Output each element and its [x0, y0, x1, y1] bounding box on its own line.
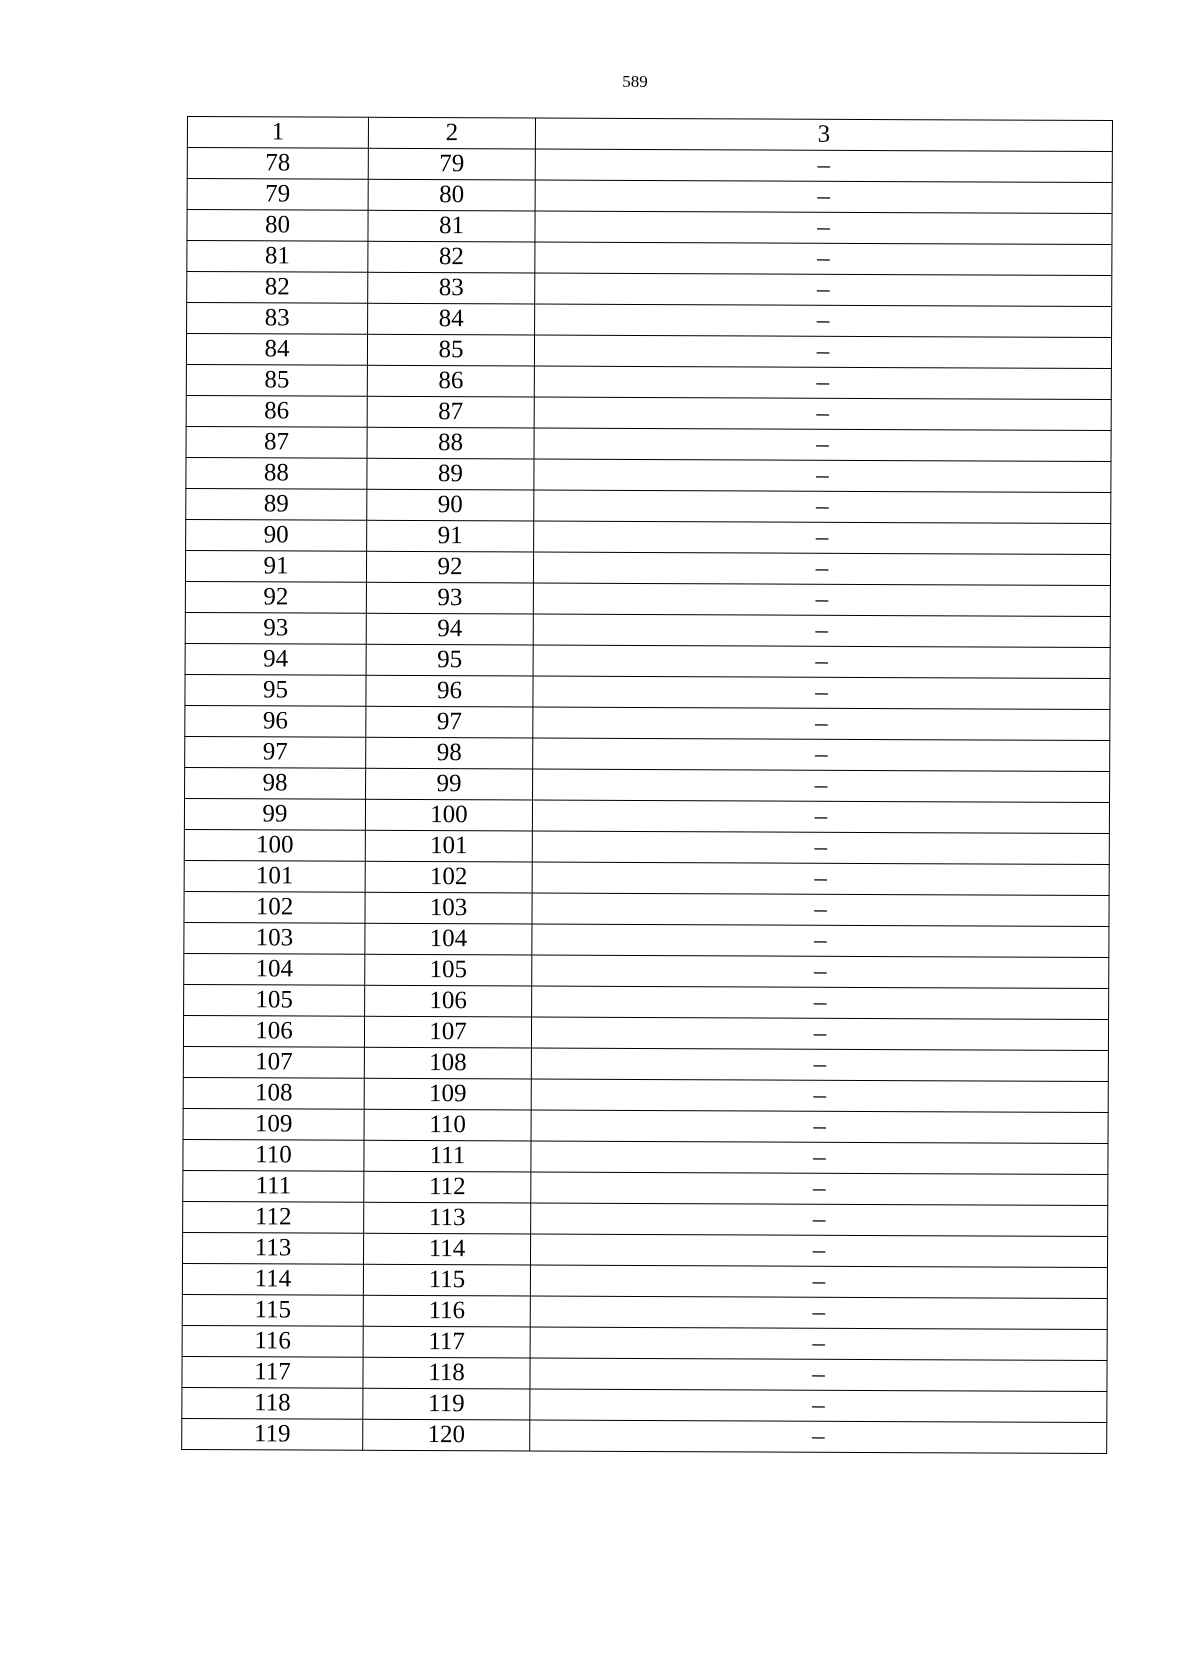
table-cell-col-2: 85 — [367, 334, 534, 366]
table-cell-col-3: – — [535, 180, 1112, 214]
table-cell-col-2: 116 — [363, 1295, 530, 1327]
table-cell-col-3: – — [534, 521, 1111, 555]
table-cell-col-3: – — [535, 273, 1112, 307]
table-cell-col-2: 117 — [363, 1326, 530, 1358]
table-cell-col-3: – — [534, 428, 1111, 462]
table-row — [184, 953, 1109, 988]
table-row — [183, 1046, 1108, 1081]
table-cell-col-1: 97 — [185, 736, 366, 768]
table-row — [182, 1387, 1107, 1422]
table-cell-col-2: 104 — [365, 923, 532, 955]
table-cell-col-2: 93 — [366, 582, 533, 614]
table-cell-col-1: 86 — [186, 395, 367, 427]
table-cell-col-2: 102 — [365, 861, 532, 893]
table-cell-col-1: 88 — [186, 457, 367, 489]
table-cell-col-2: 105 — [365, 954, 532, 986]
table-row — [182, 1356, 1107, 1391]
table-row — [183, 1108, 1108, 1143]
table-cell-col-3: – — [530, 1327, 1107, 1361]
table-cell-col-3: – — [530, 1358, 1107, 1392]
table-cell-col-1: 91 — [185, 550, 366, 582]
table-cell-col-1: 112 — [183, 1201, 364, 1233]
table-cell-col-3: – — [530, 1296, 1107, 1330]
table-cell-col-1: 103 — [184, 922, 365, 954]
table-cell-col-1: 106 — [183, 1015, 364, 1047]
table-cell-col-1: 96 — [185, 705, 366, 737]
table-row — [183, 1139, 1108, 1174]
data-table — [181, 116, 1113, 1454]
table-cell-col-1: 89 — [186, 488, 367, 520]
table-cell-col-3: – — [532, 831, 1109, 865]
table-row — [185, 736, 1110, 771]
table-row — [186, 519, 1111, 554]
table-cell-col-2: 115 — [363, 1264, 530, 1296]
table-cell-col-1: 98 — [185, 767, 366, 799]
table-cell-col-3: – — [531, 1141, 1108, 1175]
table-cell-col-3: – — [530, 1389, 1107, 1423]
table-cell-col-3: – — [530, 1420, 1107, 1454]
table-cell-col-2: 94 — [366, 613, 533, 645]
table-row — [183, 1201, 1108, 1236]
table-cell-col-2: 109 — [364, 1078, 531, 1110]
table-row — [187, 210, 1112, 245]
table-cell-col-1: 83 — [187, 303, 368, 335]
column-header-3: 3 — [535, 118, 1112, 152]
table-cell-col-3: – — [531, 1110, 1108, 1144]
table-row — [185, 643, 1110, 678]
table-cell-col-2: 111 — [364, 1140, 531, 1172]
table-cell-col-2: 112 — [364, 1171, 531, 1203]
table-cell-col-3: – — [534, 397, 1111, 431]
table-cell-col-2: 89 — [367, 458, 534, 490]
table-row — [187, 272, 1112, 307]
table-row — [186, 488, 1111, 523]
table-cell-col-3: – — [532, 986, 1109, 1020]
table-cell-col-1: 90 — [186, 519, 367, 551]
table-cell-col-1: 114 — [182, 1263, 363, 1295]
column-header-2: 2 — [368, 117, 535, 149]
table-cell-col-1: 110 — [183, 1139, 364, 1171]
table-cell-col-2: 95 — [366, 644, 533, 676]
table-cell-col-2: 99 — [366, 768, 533, 800]
table-row — [184, 860, 1109, 895]
table-cell-col-1: 95 — [185, 674, 366, 706]
table-cell-col-3: – — [531, 1048, 1108, 1082]
table-cell-col-3: – — [535, 211, 1112, 245]
table-cell-col-1: 108 — [183, 1077, 364, 1109]
table-cell-col-2: 119 — [363, 1388, 530, 1420]
table-cell-col-1: 92 — [185, 581, 366, 613]
table-cell-col-2: 80 — [368, 179, 535, 211]
table-cell-col-3: – — [533, 769, 1110, 803]
table-cell-col-2: 81 — [368, 210, 535, 242]
table-cell-col-2: 97 — [366, 706, 533, 738]
table-cell-col-1: 104 — [184, 953, 365, 985]
table-cell-col-1: 79 — [187, 179, 368, 211]
table-cell-col-3: – — [535, 149, 1112, 183]
table-body — [182, 117, 1113, 1454]
table-cell-col-3: – — [530, 1234, 1107, 1268]
table-cell-col-2: 100 — [365, 799, 532, 831]
table-cell-col-2: 98 — [366, 737, 533, 769]
table-row — [186, 395, 1111, 430]
table-row — [187, 303, 1112, 338]
table-cell-col-1: 94 — [185, 643, 366, 675]
table-row — [183, 1170, 1108, 1205]
table-row — [186, 334, 1111, 369]
table-cell-col-2: 79 — [368, 148, 535, 180]
table-cell-col-2: 92 — [366, 551, 533, 583]
table-cell-col-3: – — [532, 955, 1109, 989]
table-cell-col-3: – — [534, 490, 1111, 524]
table-row — [183, 1077, 1108, 1112]
table-cell-col-3: – — [532, 924, 1109, 958]
table-cell-col-1: 84 — [186, 334, 367, 366]
table-cell-col-1: 119 — [182, 1418, 363, 1450]
table-row — [184, 829, 1109, 864]
table-cell-col-1: 101 — [184, 860, 365, 892]
table-cell-col-2: 120 — [363, 1419, 530, 1451]
table-cell-col-1: 116 — [182, 1325, 363, 1357]
table-row — [183, 1015, 1108, 1050]
table-cell-col-1: 82 — [187, 272, 368, 304]
table-row — [182, 1263, 1107, 1298]
table-cell-col-2: 83 — [368, 272, 535, 304]
table-cell-col-1: 102 — [184, 891, 365, 923]
table-cell-col-1: 81 — [187, 241, 368, 273]
table-row — [184, 922, 1109, 957]
table-row — [187, 148, 1112, 183]
table-cell-col-3: – — [535, 304, 1112, 338]
table-row — [185, 550, 1110, 585]
table-cell-col-1: 78 — [187, 148, 368, 180]
table-cell-col-2: 118 — [363, 1357, 530, 1389]
table-cell-col-1: 80 — [187, 210, 368, 242]
table-cell-col-3: – — [533, 676, 1110, 710]
table-cell-col-2: 110 — [364, 1109, 531, 1141]
table-cell-col-2: 108 — [364, 1047, 531, 1079]
table-cell-col-3: – — [531, 1203, 1108, 1237]
table-cell-col-1: 100 — [184, 829, 365, 861]
table-cell-col-1: 115 — [182, 1294, 363, 1326]
table-cell-col-2: 84 — [368, 303, 535, 335]
table-cell-col-1: 118 — [182, 1387, 363, 1419]
table-cell-col-3: – — [532, 893, 1109, 927]
table-cell-col-3: – — [530, 1265, 1107, 1299]
table-row — [186, 426, 1111, 461]
table-row — [185, 767, 1110, 802]
table-cell-col-2: 96 — [366, 675, 533, 707]
table-row — [187, 241, 1112, 276]
table-cell-col-3: – — [531, 1079, 1108, 1113]
table-cell-col-2: 88 — [367, 427, 534, 459]
table-cell-col-3: – — [533, 614, 1110, 648]
table-row — [186, 457, 1111, 492]
table-cell-col-2: 101 — [365, 830, 532, 862]
table-cell-col-1: 107 — [183, 1046, 364, 1078]
table-cell-col-3: – — [533, 552, 1110, 586]
table-cell-col-2: 114 — [363, 1233, 530, 1265]
table-row — [186, 364, 1111, 399]
table-row — [185, 612, 1110, 647]
table-cell-col-1: 109 — [183, 1108, 364, 1140]
table-row — [182, 1232, 1107, 1267]
table-row — [185, 674, 1110, 709]
table-cell-col-2: 113 — [364, 1202, 531, 1234]
page-number: 589 — [622, 72, 648, 91]
table-header-row — [187, 117, 1112, 152]
table-cell-col-3: – — [532, 800, 1109, 834]
table-cell-col-2: 107 — [364, 1016, 531, 1048]
table-cell-col-1: 113 — [182, 1232, 363, 1264]
table-row — [182, 1325, 1107, 1360]
table-cell-col-2: 82 — [368, 241, 535, 273]
table-cell-col-3: – — [532, 862, 1109, 896]
table-cell-col-3: – — [534, 335, 1111, 369]
table-row — [185, 705, 1110, 740]
table-cell-col-1: 117 — [182, 1356, 363, 1388]
table-cell-col-3: – — [535, 242, 1112, 276]
table-cell-col-2: 103 — [365, 892, 532, 924]
column-header-1: 1 — [187, 117, 368, 149]
table-row — [184, 984, 1109, 1019]
table-cell-col-2: 106 — [365, 985, 532, 1017]
table-cell-col-1: 99 — [184, 798, 365, 830]
table-cell-col-1: 85 — [186, 364, 367, 396]
table-row — [185, 581, 1110, 616]
table-cell-col-3: – — [533, 645, 1110, 679]
table-cell-col-3: – — [534, 366, 1111, 400]
table-cell-col-2: 91 — [367, 520, 534, 552]
table-row — [184, 891, 1109, 926]
table-cell-col-3: – — [531, 1172, 1108, 1206]
table-cell-col-2: 90 — [367, 489, 534, 521]
table-cell-col-3: – — [533, 583, 1110, 617]
table-cell-col-3: – — [533, 738, 1110, 772]
table-row — [187, 179, 1112, 214]
table-cell-col-1: 105 — [184, 984, 365, 1016]
table-cell-col-2: 86 — [367, 365, 534, 397]
table-row — [182, 1294, 1107, 1329]
table-row — [182, 1418, 1107, 1453]
table-cell-col-1: 93 — [185, 612, 366, 644]
table-row — [184, 798, 1109, 833]
table-cell-col-1: 87 — [186, 426, 367, 458]
table-cell-col-3: – — [534, 459, 1111, 493]
table-cell-col-3: – — [533, 707, 1110, 741]
table-cell-col-1: 111 — [183, 1170, 364, 1202]
table-cell-col-3: – — [531, 1017, 1108, 1051]
table-cell-col-2: 87 — [367, 396, 534, 428]
